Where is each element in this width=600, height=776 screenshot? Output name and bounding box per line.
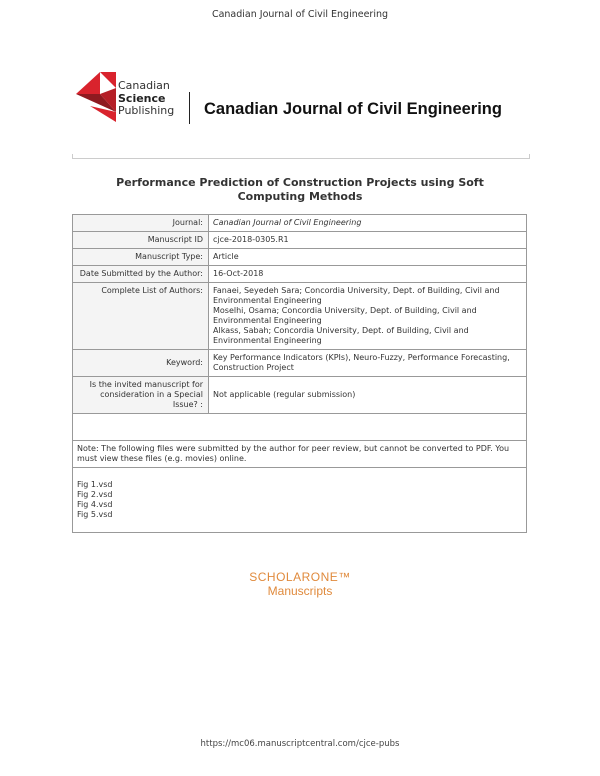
special-issue-label: Is the invited manuscript for consideration in a Special Issue? : bbox=[73, 377, 209, 414]
authors-label: Complete List of Authors: bbox=[73, 283, 209, 350]
scholarone-logo bbox=[0, 570, 600, 598]
table-row bbox=[73, 441, 527, 468]
manuscript-id-value: cjce-2018-0305.R1 bbox=[209, 232, 527, 249]
table-row bbox=[73, 249, 527, 266]
table-row bbox=[73, 377, 527, 414]
date-submitted-value: 16-Oct-2018 bbox=[209, 266, 527, 283]
keyword-label: Keyword: bbox=[73, 350, 209, 377]
scholarone-manuscripts: Manuscripts bbox=[267, 584, 333, 598]
scholarone-wordmark: SCHOLARONE™ bbox=[249, 570, 351, 584]
manuscript-metadata-table bbox=[72, 214, 527, 533]
manuscript-type-value: Article bbox=[209, 249, 527, 266]
files-note: Note: The following files were submitted by the author for peer review, but cannot be converted to PDF. You must view these files (e.g. movies) online. bbox=[73, 441, 527, 468]
file-item[interactable]: Fig 2.vsd bbox=[77, 490, 113, 499]
file-item[interactable]: Fig 4.vsd bbox=[77, 500, 113, 509]
journal-label: Journal: bbox=[73, 215, 209, 232]
author-entry: Fanaei, Seyedeh Sara; Concordia University, Dept. of Building, Civil and Environmental Engineering bbox=[213, 286, 500, 305]
logo-line-publishing: Publishing bbox=[118, 104, 175, 117]
csp-logo-icon bbox=[76, 72, 118, 122]
authors-value bbox=[209, 283, 527, 350]
table-row bbox=[73, 232, 527, 249]
logo-line-canadian: Canadian bbox=[118, 79, 170, 92]
paper-title: Performance Prediction of Construction Projects using Soft Computing Methods bbox=[116, 176, 484, 203]
table-row bbox=[73, 283, 527, 350]
keyword-value: Key Performance Indicators (KPIs), Neuro-Fuzzy, Performance Forecasting, Construction Project bbox=[209, 350, 527, 377]
masthead-divider bbox=[189, 92, 190, 124]
table-row bbox=[73, 266, 527, 283]
header-rule bbox=[72, 154, 530, 159]
csp-logo-text bbox=[118, 80, 174, 118]
running-header: Canadian Journal of Civil Engineering bbox=[211, 9, 389, 20]
author-entry: Moselhi, Osama; Concordia University, Dept. of Building, Civil and Environmental Engineering bbox=[213, 306, 477, 325]
journal-value: Canadian Journal of Civil Engineering bbox=[209, 215, 527, 232]
table-row bbox=[73, 350, 527, 377]
file-list bbox=[73, 468, 527, 533]
table-row bbox=[73, 414, 527, 441]
logo-line-science: Science bbox=[118, 91, 166, 105]
manuscript-id-label: Manuscript ID bbox=[73, 232, 209, 249]
author-entry: Alkass, Sabah; Concordia University, Dept. of Building, Civil and Environmental Engineering bbox=[213, 326, 469, 345]
date-submitted-label: Date Submitted by the Author: bbox=[73, 266, 209, 283]
file-item[interactable]: Fig 5.vsd bbox=[77, 510, 113, 519]
table-row bbox=[73, 468, 527, 533]
masthead bbox=[74, 68, 530, 130]
table-row bbox=[73, 215, 527, 232]
journal-name: Canadian Journal of Civil Engineering bbox=[204, 100, 502, 118]
manuscript-type-label: Manuscript Type: bbox=[73, 249, 209, 266]
file-item[interactable]: Fig 1.vsd bbox=[77, 480, 113, 489]
empty-cell bbox=[73, 414, 527, 441]
footer-url[interactable]: https://mc06.manuscriptcentral.com/cjce-pubs bbox=[200, 739, 400, 749]
special-issue-value: Not applicable (regular submission) bbox=[209, 377, 527, 414]
